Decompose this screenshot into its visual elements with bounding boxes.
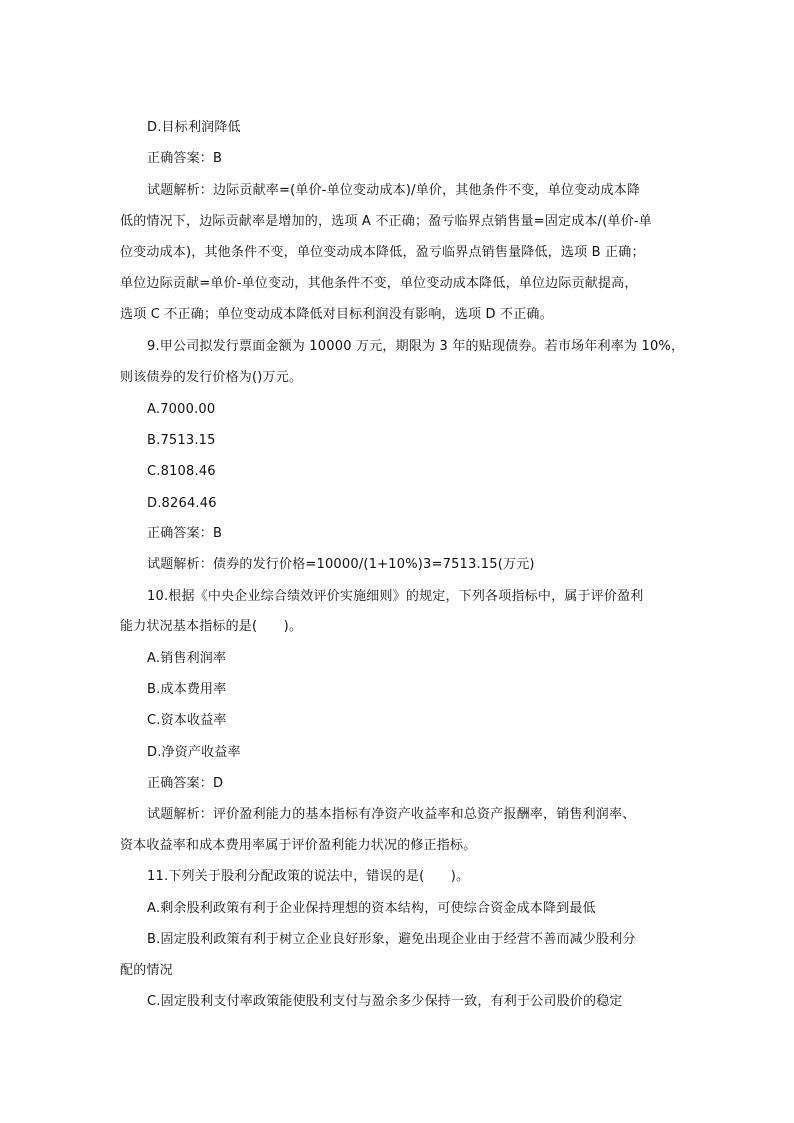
explanation-q8-line-5: 选项 C 不正确；单位变动成本降低对目标利润没有影响，选项 D 不正确。 bbox=[120, 307, 553, 322]
answer-q10: 正确答案：D bbox=[147, 776, 224, 791]
explanation-q9: 试题解析：债券的发行价格=10000/(1+10%)3=7513.15(万元) bbox=[147, 557, 535, 572]
explanation-q10-line-2: 资本收益率和成本费用率属于评价盈利能力状况的修正指标。 bbox=[120, 838, 477, 853]
option-b-q10: B.成本费用率 bbox=[147, 682, 227, 697]
explanation-q10-line-1: 试题解析：评价盈利能力的基本指标有净资产收益率和总资产报酬率，销售利润率、 bbox=[147, 807, 636, 822]
option-b-q11-line-2: 配的情况 bbox=[120, 963, 173, 978]
explanation-q8-line-1: 试题解析：边际贡献率=(单价-单位变动成本)/单价，其他条件不变，单位变动成本降 bbox=[147, 183, 641, 198]
option-d-q10: D.净资产收益率 bbox=[147, 745, 241, 760]
question-11: 11.下列关于股利分配政策的说法中，错误的是( )。 bbox=[147, 869, 470, 884]
option-c-q10: C.资本收益率 bbox=[147, 713, 227, 728]
explanation-q8-line-2: 低的情况下，边际贡献率是增加的，选项 A 不正确；盈亏临界点销售量=固定成本/(单价-单 bbox=[120, 214, 652, 229]
option-b-q11-line-1: B.固定股利政策有利于树立企业良好形象，避免出现企业由于经营不善而减少股利分 bbox=[147, 932, 636, 947]
option-a-q9: A.7000.00 bbox=[147, 402, 216, 417]
option-d-q8: D.目标利润降低 bbox=[147, 120, 241, 135]
option-b-q9: B.7513.15 bbox=[147, 433, 216, 448]
option-d-q9: D.8264.46 bbox=[147, 496, 217, 511]
question-10-line-2: 能力状况基本指标的是( )。 bbox=[120, 619, 303, 634]
explanation-q8-line-4: 单位边际贡献=单价-单位变动，其他条件不变，单位变动成本降低，单位边际贡献提高， bbox=[120, 276, 638, 291]
question-9-line-2: 则该债券的发行价格为()万元。 bbox=[120, 370, 303, 385]
option-a-q11: A.剩余股利政策有利于企业保持理想的资本结构，可使综合资金成本降到最低 bbox=[147, 901, 596, 916]
answer-q9: 正确答案：B bbox=[147, 526, 223, 541]
option-c-q9: C.8108.46 bbox=[147, 464, 216, 479]
explanation-q8-line-3: 位变动成本)，其他条件不变，单位变动成本降低，盈亏临界点销售量降低，选项 B 正确； bbox=[120, 245, 645, 260]
option-c-q11: C.固定股利支付率政策能使股利支付与盈余多少保持一致，有利于公司股价的稳定 bbox=[147, 994, 623, 1009]
question-9-line-1: 9.甲公司拟发行票面金额为 10000 万元，期限为 3 年的贴现债券。若市场年利率为 10%， bbox=[147, 339, 685, 354]
question-10-line-1: 10.根据《中央企业综合绩效评价实施细则》的规定，下列各项指标中，属于评价盈利 bbox=[147, 589, 644, 604]
answer-q8: 正确答案：B bbox=[147, 151, 223, 166]
option-a-q10: A.销售利润率 bbox=[147, 651, 227, 666]
